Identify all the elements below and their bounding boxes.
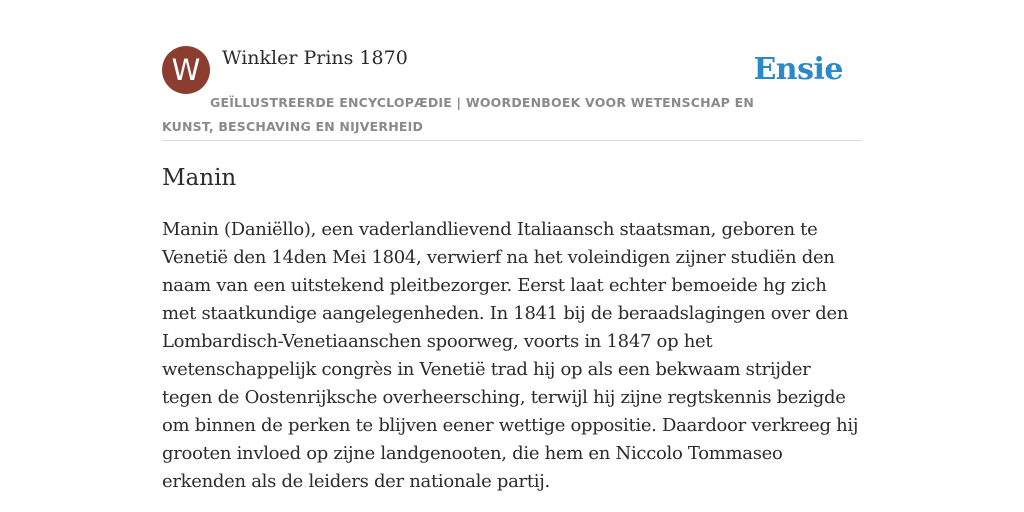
article-title: Manin [162, 165, 237, 191]
source-avatar[interactable]: W [162, 46, 210, 94]
source-title[interactable]: Winkler Prins 1870 [222, 47, 408, 69]
ensie-logo[interactable]: Ensie [753, 52, 843, 87]
header [162, 46, 862, 141]
source-subtitle: GEÏLLUSTREERDE ENCYCLOPÆDIE | WOORDENBOEK VOOR WETENSCHAP EN KUNST, BESCHAVING EN NIJVERHEID [162, 95, 755, 134]
article-body: Manin (Daniëllo), een vaderlandlievend Italiaansch staatsman, geboren te Venetië den 14den Mei 1804, verwierf na het voleindigen zijner studiën den naam van een uitstekend pleitbezorger. Eerst laat echter bemoeide hg zich met staatkundige aangelegenheden. In 1841 bij de beraadslagingen over den Lombardisch-Venetiaanschen spoorweg, voorts in 1847 op het wetenschappelijk congrès in Venetië trad hij op als een bekwaam strijder tegen de Oostenrijksche overheersching, terwijl hij zijne regtskennis bezigde om binnen de perken te blijven eener wettige oppositie. Daardoor verkreeg hij grooten invloed op zijne landgenooten, die hem en Niccolo Tommaseo erkenden als de leiders der nationale partij. [162, 219, 859, 492]
